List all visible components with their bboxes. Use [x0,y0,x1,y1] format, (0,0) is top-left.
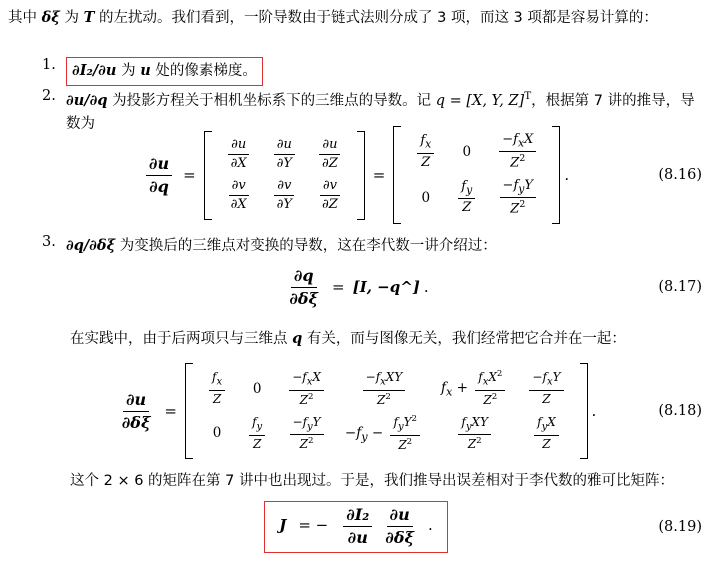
list1-text-1: 为 [116,63,141,79]
intro-text-1: 其中 [8,10,42,26]
math-u: u [140,62,151,79]
matrix-cell: $\frac{\partial v}{\partial Z}$ [307,175,353,217]
math-q-transpose: T [524,90,532,102]
highlight-box-gradient [66,57,263,86]
matrix-cell: 0 [212,425,222,442]
paragraph-final [42,470,704,493]
matrix-cell: $\frac{-f_xXY}{Z^2}$ [351,367,418,411]
equation-tag: (8.17) [658,279,702,295]
frac-denominator: ∂δξ [289,288,319,308]
matrix-cell: $\frac{f_yXY}{Z^2}$ [446,412,503,456]
frac-numerator: ∂u [123,390,149,412]
equals-sign: = [332,278,345,296]
frac-numerator: ∂q [291,266,317,288]
equation-period: . [427,516,433,535]
list-item-body [66,234,497,258]
math-dI2-du: ∂I₂/∂u [72,62,117,79]
equation-8-17-content [283,266,428,309]
matrix-cell: $\frac{\partial v}{\partial Y}$ [262,175,307,217]
highlight-box-jacobian [264,501,448,553]
frac-denominator: ∂δξ [121,412,151,432]
bracket-left [204,131,212,220]
frac-dI2-du [343,505,372,548]
equation-period: . [564,166,570,184]
paragraph-practice [42,327,704,351]
equals-sign: = [164,402,177,420]
matrix-cell: $\frac{-f_xX}{Z^2}$ [487,129,548,175]
list-item-number: 2. [42,88,56,104]
intro-text-3: 的左扰动。我们看到，一阶导数由于链式法则分成了 3 项，而这 3 项都是容易计算的： [94,10,658,26]
matrix-cell: $\frac{\partial u}{\partial X}$ [216,134,262,176]
math-identity-qhat: [I, −q^] [352,278,420,296]
math-q-definition: q = [X, Y, Z] [435,92,525,109]
equation-8-18-content [116,363,597,459]
equation-8-18 [0,370,712,452]
list-item-number: 1. [42,57,56,73]
bracket-right [357,131,365,220]
list1-text-2: 处的像素梯度。 [150,63,257,79]
matrix-cell: $\frac{f_yX}{Z}$ [522,412,571,455]
equals-sign-2: = [372,166,386,184]
matrix-cell: $\frac{-f_yY}{Z^2}$ [488,175,548,221]
frac-denominator: ∂u [347,528,368,547]
matrix-cell: 0 [421,189,431,206]
equation-8-19 [0,505,712,549]
math-J: J [279,516,287,535]
frac-dq-ddxi [286,266,321,309]
matrix-cell: $\frac{f_y}{Z}$ [446,176,487,219]
frac-du-dq [146,154,172,197]
list-item [42,234,702,258]
final-text: 这个 2 × 6 的矩阵在第 7 讲中也出现过。于是，我们推导出误差相对于李代数的雅可比矩阵： [70,473,674,489]
equation-8-16 [0,132,712,217]
matrix-cell: 0 [462,144,472,161]
bracket-right [580,363,588,459]
matrix-cell: $\frac{\partial u}{\partial Z}$ [307,134,353,176]
intro-text-2: 为 [59,10,84,26]
equation-tag: (8.16) [658,167,702,183]
equation-8-16-content [143,126,569,223]
matrix-cell: 0 [252,380,262,397]
list-item-body [66,57,263,86]
practice-text-1: 在实践中，由于后两项只与三维点 [70,331,293,347]
bracket-left [393,126,401,223]
matrix-cell: $-f_y$ − $\frac{f_yY^2}{Z^2}$ [336,411,432,456]
equation-period: . [591,402,597,420]
matrix-grid [401,126,552,223]
matrix-grid [212,131,357,220]
frac-denominator: ∂q [149,176,169,196]
matrix-jacobian-projection [393,126,560,223]
practice-text-2: 有关，而与图像无关，我们经常把它合并在一起： [302,331,626,347]
equation-period: . [423,278,429,296]
matrix-jacobian-full [185,363,588,459]
equals-sign: = [183,166,196,184]
matrix-cell: $\frac{-f_yY}{Z^2}$ [278,412,336,456]
matrix-cell: $f_x$ + $\frac{f_xX^2}{Z^2}$ [432,366,517,411]
frac-du-ddxi-2 [382,505,417,548]
math-dq-ddxi: ∂q/∂δξ [66,237,116,254]
equation-8-17 [0,265,712,308]
matrix-cell: $\frac{\partial v}{\partial X}$ [216,175,262,217]
equation-tag: (8.19) [658,519,702,535]
matrix-grid [193,363,580,459]
matrix-partials [204,131,365,220]
frac-denominator: ∂δξ [385,528,414,547]
equation-8-19-content [264,501,448,553]
equals-minus-sign: = − [298,516,329,535]
list2-text-2: ，根据第 7 讲的推导，导数为 [66,92,695,133]
frac-numerator: ∂u [146,154,172,176]
bracket-left [185,363,193,459]
math-du-dq: ∂u/∂q [66,91,108,109]
bracket-right [552,126,560,223]
frac-numerator: ∂u [387,505,413,527]
frac-du-ddxi [119,390,154,433]
matrix-cell: $\frac{f_x}{Z}$ [197,367,237,410]
list-item [42,57,702,86]
matrix-cell: $\frac{f_y}{Z}$ [237,412,277,455]
matrix-cell: $\frac{-f_xY}{Z}$ [517,367,575,410]
frac-numerator: ∂I₂ [343,505,372,527]
list-item-number: 3. [42,234,56,250]
list2-text-1: 为投影方程关于相机坐标系下的三维点的导数。记 [107,92,436,109]
symbol-q: q [292,330,303,347]
matrix-cell: $\frac{-f_xX}{Z^2}$ [277,367,336,411]
paragraph-intro [8,6,708,30]
equation-tag: (8.18) [658,403,702,419]
list3-text: 为变换后的三维点对变换的导数，这在李代数一讲介绍过： [115,238,497,254]
matrix-cell: $\frac{f_x}{Z}$ [405,130,446,173]
symbol-delta-xi: δξ [41,9,60,26]
symbol-T: T [83,9,95,26]
matrix-cell: $\frac{\partial u}{\partial Y}$ [262,134,307,176]
